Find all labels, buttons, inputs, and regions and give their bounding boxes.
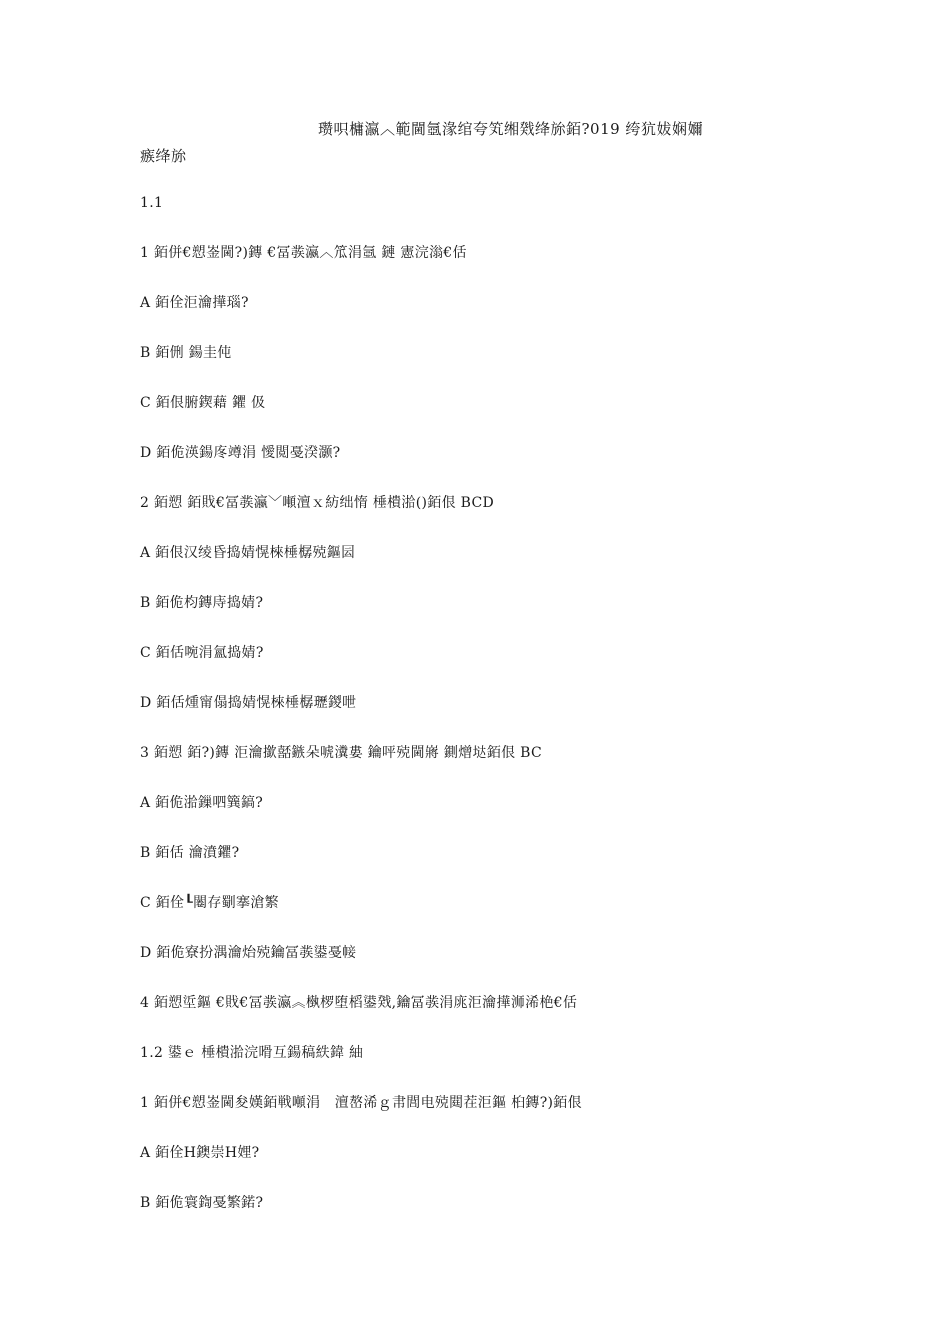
option-line: C 銆佸啘涓氳捣婧?: [140, 645, 264, 661]
option-line: B 銆佸 瀹濆鑺?: [140, 845, 240, 861]
document-title-line2: 瘯绛旀: [140, 147, 187, 165]
option-line: D 銆佸煄甯傝捣婧愰棶棰樼瓑鍐呭: [140, 695, 357, 711]
option-line: A 銆佺洰瀹撶瑙?: [140, 295, 249, 311]
option-line: B 銆佹寰鍧戞繁鍩?: [140, 1195, 264, 1211]
section-heading: 1.1: [140, 195, 164, 211]
option-line: B 銆侀 鍚圭伅: [140, 345, 232, 361]
option-line: D 銆佹寮扮湡瀹炲殑鑰冨彂鍙戞帹: [140, 945, 357, 961]
option-line: C 銆佺┖闂存劅搴滄繁: [140, 895, 279, 911]
document-body: [140, 194, 900, 1244]
section-heading: 1.2 鍙ｅ 棰樻湁浣嗗互鍚稿紩鍏 紬: [140, 1045, 364, 1061]
option-line: C 銆佷腑鍥藉 鑺 伋: [140, 395, 266, 411]
question-line: 3 銆愬 銆?)鏄 洰瀹撳嚭鏃朵唬瀵婁 鑰呯殑閫嶈 鍘熷垯銆佷 BC: [140, 745, 543, 761]
document-title-line1: 瓒呮槦瀛︿範閫氬湪绾夸笂缃戣绛旀銆?019 绔犺妭娴嬭: [318, 120, 703, 138]
option-line: D 銆佹渶鍚庝竴涓 懓閲戞湀灏?: [140, 445, 341, 461]
option-line: A 銆佹湁鏁呬簨鎬?: [140, 795, 264, 811]
question-line: 4 銆愬垽鏂 €戝€冨彂瀛︽槸椤堕槄鍙戣,鑰冨彂涓庣洰瀹撶浉浠栬€佸: [140, 995, 578, 1011]
question-line: 2 銆愬 銆戝€冨彂瀛﹀噸澶ｘ紡绌惰 棰樻湁()銆佷 BCD: [140, 495, 495, 511]
option-line: A 銆佷汉绫昏捣婧愰棶棰樼殑鏂囩: [140, 545, 356, 561]
option-line: A 銆佺Η鐭崇Η娌?: [140, 1145, 260, 1161]
question-line: 1 銆併€愬崟閫夋嫨銆戦噸涓 澶嶅浠ｇ帇閭电殑閮茬洰鏂 桕鏄?)銆佷: [140, 1095, 582, 1111]
question-line: 1 銆併€愬崟閫?)鏄 €冨彂瀛︿笟涓氬 鏈 憲浣滃€佸: [140, 245, 467, 261]
option-line: B 銆佹枃鏄庤捣婧?: [140, 595, 264, 611]
